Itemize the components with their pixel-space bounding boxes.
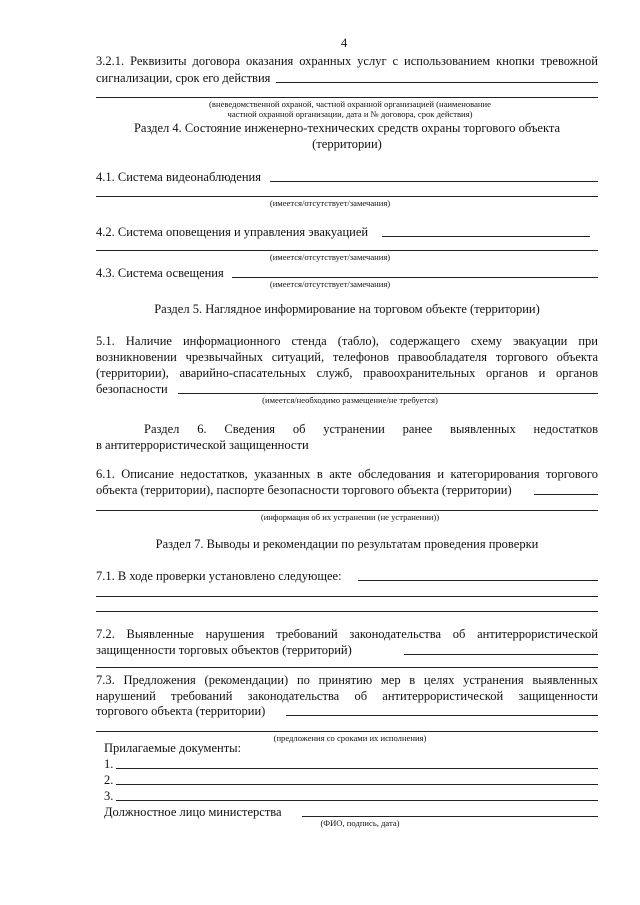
s321-caption1: (вневедомственной охраной, частной охранной организацией (наименование — [209, 99, 491, 109]
fill-line — [270, 181, 598, 182]
s61-line1: 6.1. Описание недостатков, указанных в акте обследования и категорирования торгового — [96, 467, 598, 481]
s61-line2: объекта (территории), паспорте безопасности торгового объекта (территории) — [96, 483, 512, 497]
item-7-1: 7.1. В ходе проверки установлено следующее: — [96, 569, 342, 583]
caption-5-1: (имеется/необходимо размещение/не требуется) — [262, 395, 438, 405]
fill-line — [178, 393, 598, 394]
section7-heading: Раздел 7. Выводы и рекомендации по результатам проведения проверки — [155, 537, 539, 551]
item-4-3: 4.3. Система освещения — [96, 266, 224, 280]
fill-line — [96, 667, 598, 668]
fill-line — [286, 715, 598, 716]
fill-line — [276, 82, 598, 83]
s321-line1: 3.2.1. Реквизиты договора оказания охранных услуг с использованием кнопки тревожной — [96, 54, 598, 68]
item-7-3-line2: нарушений требований законодательства об антитеррористической защищенности — [96, 689, 598, 703]
fill-line — [96, 97, 598, 98]
fill-line — [116, 768, 598, 769]
section5-heading: Раздел 5. Наглядное информирование на торговом объекте (территории) — [154, 302, 540, 316]
caption-4-3: (имеется/отсутствует/замечания) — [269, 279, 391, 289]
fill-line — [116, 784, 598, 785]
fill-line — [96, 196, 598, 197]
section4-heading: Раздел 4. Состояние инженерно-технических средств охраны торгового объекта — [133, 121, 561, 135]
fill-line — [96, 611, 598, 612]
s51-line2: возникновении чрезвычайных ситуаций, телефонов правообладателя торгового объекта — [96, 350, 598, 364]
item-7-2-line1: 7.2. Выявленные нарушения требований законодательства об антитеррористической — [96, 627, 598, 641]
fill-line — [302, 816, 598, 817]
item-7-2-line2: защищенности торговых объектов (территорий) — [96, 643, 352, 657]
fill-line — [358, 580, 598, 581]
caption-7-3: (предложения со сроками их исполнения) — [273, 733, 427, 743]
s321-line2: сигнализации, срок его действия — [96, 71, 271, 85]
s51-line3: (территории), аварийно-спасательных служб, правоохранительных органов и органов — [96, 366, 598, 380]
attachment-item: 1. — [104, 757, 114, 771]
caption-6-1: (информация об их устранении (не устранении)) — [260, 512, 440, 522]
caption-4-2: (имеется/отсутствует/замечания) — [269, 252, 391, 262]
fill-line — [534, 494, 598, 495]
item-7-3-line3: торгового объекта (территории) — [96, 704, 266, 718]
fill-line — [404, 654, 598, 655]
s321-caption2: частной охранной организации, дата и № договора, срок действия) — [227, 109, 473, 119]
item-7-3-line1: 7.3. Предложения (рекомендации) по принятию мер в целях устранения выявленных — [96, 673, 598, 687]
s51-line1: 5.1. Наличие информационного стенда (табло), содержащего схему эвакуации при — [96, 334, 598, 348]
signature-label: Должностное лицо министерства — [104, 805, 282, 819]
section6-heading-cont: в антитеррористической защищенности — [96, 438, 309, 452]
fill-line — [382, 236, 590, 237]
fill-line — [96, 250, 598, 251]
page-number: 4 — [341, 36, 348, 50]
fill-line — [232, 277, 598, 278]
caption-4-1: (имеется/отсутствует/замечания) — [269, 198, 391, 208]
fill-line — [116, 800, 598, 801]
attachments-title: Прилагаемые документы: — [104, 741, 242, 755]
fill-line — [96, 596, 598, 597]
section6-heading: Раздел 6. Сведения об устранении ранее выявленных недостатков — [144, 422, 598, 436]
item-4-1: 4.1. Система видеонаблюдения — [96, 170, 261, 184]
fill-line — [96, 731, 598, 732]
section4-heading-cont: (территории) — [312, 137, 382, 151]
item-4-2: 4.2. Система оповещения и управления эвакуацией — [96, 225, 369, 239]
s51-line4: безопасности — [96, 382, 168, 396]
signature-caption: (ФИО, подпись, дата) — [320, 818, 400, 828]
attachment-item: 3. — [104, 789, 114, 803]
fill-line — [96, 510, 598, 511]
attachment-item: 2. — [104, 773, 114, 787]
